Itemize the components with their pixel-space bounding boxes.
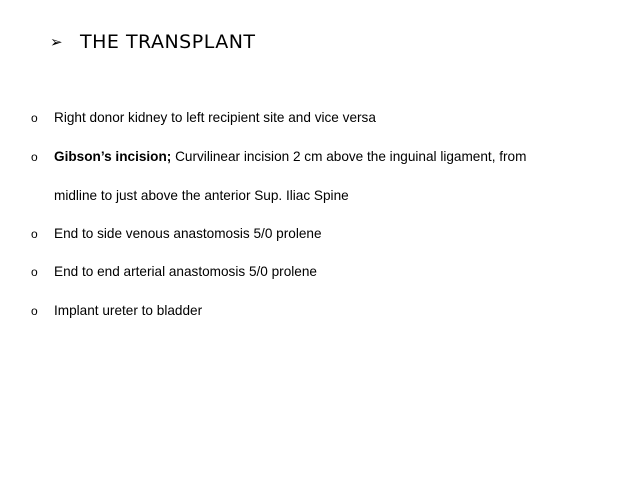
list-item	[31, 227, 322, 241]
bullet-text: Right donor kidney to left recipient site and vice versa	[54, 110, 376, 125]
slide-title: THE TRANSPLANT	[80, 31, 256, 53]
bullet-bold-text: Gibson’s incision;	[54, 149, 172, 164]
slide-title-row	[50, 33, 256, 52]
list-item	[31, 304, 202, 318]
bullet-text: End to side venous anastomosis 5/0 prolene	[54, 226, 322, 241]
circle-bullet-icon: o	[31, 304, 38, 318]
bullet-text: Curvilinear incision 2 cm above the inguinal ligament, from	[171, 149, 527, 164]
circle-bullet-icon: o	[31, 111, 38, 125]
circle-bullet-icon: o	[31, 150, 38, 164]
list-item	[31, 111, 376, 125]
list-item	[31, 265, 317, 279]
bullet-text: End to end arterial anastomosis 5/0 prolene	[54, 264, 317, 279]
circle-bullet-icon: o	[31, 265, 38, 279]
list-item	[31, 150, 526, 164]
circle-bullet-icon: o	[31, 227, 38, 241]
arrow-bullet-icon: ➢	[50, 33, 63, 51]
bullet-text: Implant ureter to bladder	[54, 303, 203, 318]
bullet-continuation-text: midline to just above the anterior Sup. Iliac Spine	[54, 188, 349, 203]
